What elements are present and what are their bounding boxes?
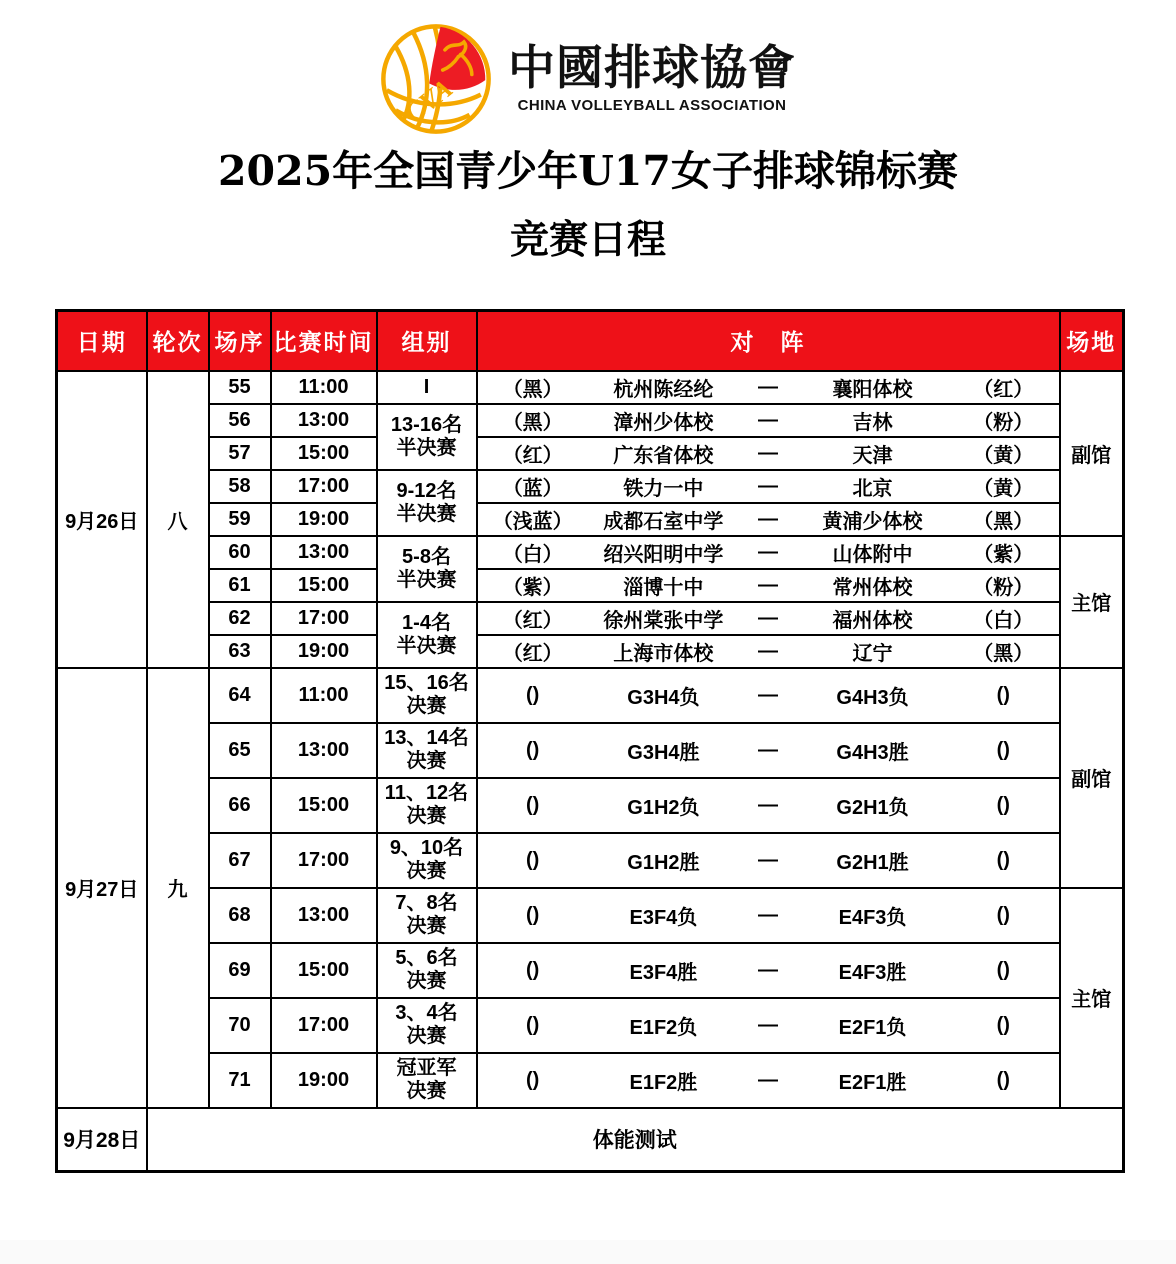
col-header-date: 日期 xyxy=(57,311,147,371)
col-header-no: 场序 xyxy=(209,311,271,371)
group-cell: 9、10名 决赛 xyxy=(377,833,477,888)
matchup-cell xyxy=(477,635,1060,668)
team-color-left: （蓝） xyxy=(502,477,563,500)
team-color-left: （红） xyxy=(502,609,563,632)
matchup-cell xyxy=(477,998,1060,1053)
match-time: 17:00 xyxy=(271,833,377,888)
association-name-cn: 中國排球協會 xyxy=(508,40,796,96)
team-color-right: () xyxy=(996,958,1010,981)
team-home: E1F2负 xyxy=(629,1016,698,1039)
team-home: 徐州棠张中学 xyxy=(603,609,724,632)
match-no: 57 xyxy=(209,437,271,470)
match-time: 13:00 xyxy=(271,536,377,569)
match-time: 13:00 xyxy=(271,888,377,943)
team-color-right: （紫） xyxy=(973,543,1034,566)
team-away: 山体附中 xyxy=(832,543,913,566)
col-header-round: 轮次 xyxy=(147,311,209,371)
vs-dash: — xyxy=(757,683,778,706)
header-row xyxy=(57,311,1124,371)
group-cell: 冠亚军 决赛 xyxy=(377,1053,477,1108)
team-color-left: () xyxy=(526,1068,540,1091)
team-away: 黄浦少体校 xyxy=(822,510,923,533)
match-time: 13:00 xyxy=(271,404,377,437)
team-color-right: () xyxy=(996,793,1010,816)
vs-dash: — xyxy=(757,848,778,871)
vs-dash: — xyxy=(757,1068,778,1091)
match-time: 11:00 xyxy=(271,371,377,404)
matchup-cell xyxy=(477,602,1060,635)
vs-dash: — xyxy=(757,507,778,530)
group-cell: 13-16名 半决赛 xyxy=(377,404,477,470)
team-color-right: () xyxy=(996,1068,1010,1091)
group-cell: 5、6名 决赛 xyxy=(377,943,477,998)
match-row xyxy=(57,943,1124,998)
matchup-cell xyxy=(477,404,1060,437)
vs-dash: — xyxy=(757,606,778,629)
team-color-left: () xyxy=(526,793,540,816)
team-color-left: () xyxy=(526,683,540,706)
date-cell: 9月26日 xyxy=(57,371,147,668)
match-no: 69 xyxy=(209,943,271,998)
team-color-left: （白） xyxy=(502,543,563,566)
team-home: E1F2胜 xyxy=(629,1071,698,1094)
match-time: 17:00 xyxy=(271,602,377,635)
match-no: 63 xyxy=(209,635,271,668)
date-cell: 9月28日 xyxy=(57,1108,147,1172)
match-row xyxy=(57,602,1124,635)
col-header-venue: 场地 xyxy=(1060,311,1124,371)
team-away: G4H3负 xyxy=(836,686,909,709)
team-away: E2F1负 xyxy=(838,1016,907,1039)
team-home: 漳州少体校 xyxy=(613,411,714,434)
vs-dash: — xyxy=(757,408,778,431)
team-home: G1H2胜 xyxy=(627,851,700,874)
vs-dash: — xyxy=(757,738,778,761)
team-home: G3H4胜 xyxy=(627,741,700,764)
team-away: E2F1胜 xyxy=(838,1071,907,1094)
team-color-right: () xyxy=(996,738,1010,761)
match-time: 17:00 xyxy=(271,470,377,503)
match-row xyxy=(57,723,1124,778)
vs-dash: — xyxy=(757,903,778,926)
vs-dash: — xyxy=(757,793,778,816)
match-row xyxy=(57,778,1124,833)
match-row xyxy=(57,888,1124,943)
team-home: G1H2负 xyxy=(627,796,700,819)
venue-cell: 主馆 xyxy=(1060,888,1124,1108)
vs-dash: — xyxy=(757,573,778,596)
match-time: 15:00 xyxy=(271,437,377,470)
volleyball-icon xyxy=(380,23,492,135)
team-home: G3H4负 xyxy=(627,686,700,709)
team-color-right: （白） xyxy=(973,609,1034,632)
venue-cell: 副馆 xyxy=(1060,668,1124,888)
match-time: 19:00 xyxy=(271,1053,377,1108)
team-color-right: （黄） xyxy=(973,444,1034,467)
team-color-right: () xyxy=(996,903,1010,926)
vs-dash: — xyxy=(757,540,778,563)
team-home: 上海市体校 xyxy=(613,642,714,665)
group-cell: 9-12名 半决赛 xyxy=(377,470,477,536)
team-color-right: （粉） xyxy=(973,411,1034,434)
team-home: 绍兴阳明中学 xyxy=(603,543,724,566)
team-color-left: （红） xyxy=(502,444,563,467)
team-color-right: () xyxy=(996,1013,1010,1036)
matchup-cell xyxy=(477,888,1060,943)
match-row xyxy=(57,437,1124,470)
bottom-strip xyxy=(0,1240,1176,1264)
matchup-cell xyxy=(477,470,1060,503)
match-row xyxy=(57,503,1124,536)
match-row xyxy=(57,536,1124,569)
team-away: G2H1负 xyxy=(836,796,909,819)
team-color-right: （黑） xyxy=(973,642,1034,665)
team-away: G4H3胜 xyxy=(836,741,909,764)
team-color-left: () xyxy=(526,1013,540,1036)
match-no: 67 xyxy=(209,833,271,888)
col-header-time: 比赛时间 xyxy=(271,311,377,371)
team-color-left: （浅蓝） xyxy=(492,510,573,533)
match-no: 68 xyxy=(209,888,271,943)
matchup-cell xyxy=(477,371,1060,404)
match-time: 15:00 xyxy=(271,778,377,833)
team-color-left: () xyxy=(526,903,540,926)
team-color-left: （黑） xyxy=(502,411,563,434)
team-color-left: （黑） xyxy=(502,378,563,401)
match-row xyxy=(57,569,1124,602)
group-cell: I xyxy=(377,371,477,404)
group-cell: 11、12名 决赛 xyxy=(377,778,477,833)
matchup-cell xyxy=(477,1053,1060,1108)
team-away: 吉林 xyxy=(852,411,893,434)
match-time: 13:00 xyxy=(271,723,377,778)
team-color-right: （黄） xyxy=(973,477,1034,500)
team-color-right: （红） xyxy=(973,378,1034,401)
vs-dash: — xyxy=(757,958,778,981)
matchup-cell xyxy=(477,536,1060,569)
col-header-group: 组别 xyxy=(377,311,477,371)
match-row xyxy=(57,635,1124,668)
match-row xyxy=(57,404,1124,437)
team-home: 淄博十中 xyxy=(623,576,704,599)
association-name-en: CHINA VOLLEYBALL ASSOCIATION xyxy=(517,97,787,115)
team-color-right: () xyxy=(996,848,1010,871)
match-row xyxy=(57,833,1124,888)
match-no: 71 xyxy=(209,1053,271,1108)
vs-dash: — xyxy=(757,441,778,464)
team-home: E3F4胜 xyxy=(629,961,698,984)
venue-cell: 主馆 xyxy=(1060,536,1124,668)
schedule-table xyxy=(55,309,1125,1173)
team-home: 广东省体校 xyxy=(613,444,714,467)
group-cell: 3、4名 决赛 xyxy=(377,998,477,1053)
team-home: E3F4负 xyxy=(629,906,698,929)
match-row xyxy=(57,470,1124,503)
vs-dash: — xyxy=(757,375,778,398)
matchup-cell xyxy=(477,778,1060,833)
team-away: 北京 xyxy=(852,477,893,500)
group-cell: 5-8名 半决赛 xyxy=(377,536,477,602)
team-away: E4F3胜 xyxy=(838,961,907,984)
fitness-test-row xyxy=(57,1108,1124,1172)
team-home: 杭州陈经纶 xyxy=(613,378,714,401)
cva-monogram: CVA xyxy=(398,73,459,129)
group-cell: 13、14名 决赛 xyxy=(377,723,477,778)
team-color-left: （红） xyxy=(502,642,563,665)
group-cell: 1-4名 半决赛 xyxy=(377,602,477,668)
fitness-test-cell: 体能测试 xyxy=(147,1108,1124,1172)
matchup-cell xyxy=(477,723,1060,778)
team-color-left: （紫） xyxy=(502,576,563,599)
team-home: 成都石室中学 xyxy=(603,510,724,533)
match-no: 60 xyxy=(209,536,271,569)
date-cell: 9月27日 xyxy=(57,668,147,1108)
vs-dash: — xyxy=(757,639,778,662)
match-no: 58 xyxy=(209,470,271,503)
matchup-cell xyxy=(477,943,1060,998)
round-cell: 八 xyxy=(147,371,209,668)
page-subtitle: 竞赛日程 xyxy=(509,217,666,263)
team-color-left: () xyxy=(526,848,540,871)
team-home: 铁力一中 xyxy=(623,477,704,500)
match-no: 61 xyxy=(209,569,271,602)
match-no: 70 xyxy=(209,998,271,1053)
match-no: 55 xyxy=(209,371,271,404)
team-color-right: （粉） xyxy=(973,576,1034,599)
group-cell: 7、8名 决赛 xyxy=(377,888,477,943)
venue-cell: 副馆 xyxy=(1060,371,1124,536)
matchup-cell xyxy=(477,437,1060,470)
team-color-left: () xyxy=(526,738,540,761)
match-no: 64 xyxy=(209,668,271,723)
match-time: 19:00 xyxy=(271,503,377,536)
match-row xyxy=(57,371,1124,404)
match-no: 66 xyxy=(209,778,271,833)
page-title: 2025年全国青少年U17女子排球锦标赛 xyxy=(218,147,958,195)
team-away: 辽宁 xyxy=(852,642,893,665)
match-no: 65 xyxy=(209,723,271,778)
team-away: 襄阳体校 xyxy=(832,378,913,401)
matchup-cell xyxy=(477,569,1060,602)
match-time: 15:00 xyxy=(271,943,377,998)
cva-logo xyxy=(0,0,1176,129)
matchup-cell xyxy=(477,668,1060,723)
col-header-vs: 对 阵 xyxy=(477,311,1060,371)
vs-dash: — xyxy=(757,1013,778,1036)
team-color-left: () xyxy=(526,958,540,981)
match-row xyxy=(57,1053,1124,1108)
vs-dash: — xyxy=(757,474,778,497)
team-away: 天津 xyxy=(852,444,893,467)
match-no: 59 xyxy=(209,503,271,536)
team-away: 福州体校 xyxy=(832,609,913,632)
matchup-cell xyxy=(477,503,1060,536)
match-no: 56 xyxy=(209,404,271,437)
match-time: 19:00 xyxy=(271,635,377,668)
team-away: E4F3负 xyxy=(838,906,907,929)
match-time: 15:00 xyxy=(271,569,377,602)
team-color-right: () xyxy=(996,683,1010,706)
team-color-right: （黑） xyxy=(973,510,1034,533)
match-no: 62 xyxy=(209,602,271,635)
match-time: 11:00 xyxy=(271,668,377,723)
team-away: 常州体校 xyxy=(832,576,913,599)
team-away: G2H1胜 xyxy=(836,851,909,874)
group-cell: 15、16名 决赛 xyxy=(377,668,477,723)
matchup-cell xyxy=(477,833,1060,888)
match-row xyxy=(57,668,1124,723)
match-row xyxy=(57,998,1124,1053)
match-time: 17:00 xyxy=(271,998,377,1053)
round-cell: 九 xyxy=(147,668,209,1108)
